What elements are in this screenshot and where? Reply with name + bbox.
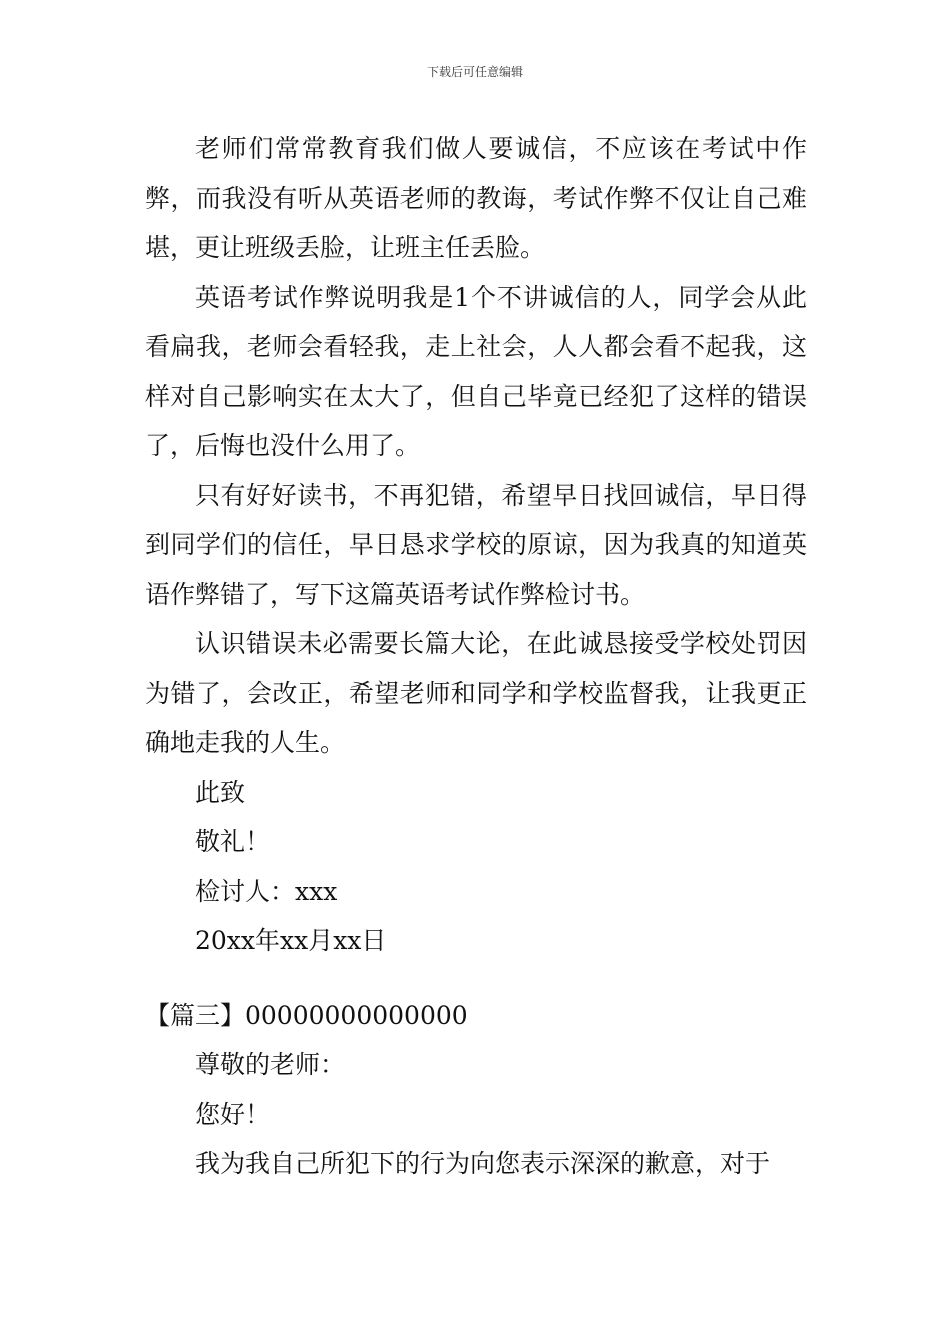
page-header-note: 下载后可任意编辑	[426, 65, 523, 79]
section3-first-line: 我为我自己所犯下的行为向您表示深深的歉意，对于	[195, 1149, 771, 1178]
paragraph-acceptance: 认识错误未必需要长篇大论，在此诚恳接受学校处罚因为错了，会改正，希望老师和同学和学校监督我，让我更正确地走我的人生。	[145, 629, 807, 757]
paragraph-resolution: 只有好好读书，不再犯错，希望早日找回诚信，早日得到同学们的信任，早日恳求学校的原谅，因为我真的知道英语作弊错了，写下这篇英语考试作弊检讨书。	[145, 480, 807, 609]
date-line: 20xx年xx月xx日	[195, 926, 387, 955]
paragraph-integrity: 老师们常常教育我们做人要诚信，不应该在考试中作弊，而我没有听从英语老师的教诲，考试作弊不仅让自己难堪，更让班级丢脸，让班主任丢脸。	[145, 134, 807, 262]
signer-line: 检讨人：xxx	[195, 876, 338, 906]
paragraph-consequences: 英语考试作弊说明我是1个不讲诚信的人，同学会从此看扁我，老师会看轻我，走上社会，人人都会看不起我，这样对自己影响实在太大了，但自己毕竟已经犯了这样的错误了，后悔也没什么用了。	[145, 282, 807, 460]
section-title: 【篇三】00000000000000	[145, 1000, 468, 1030]
document-body	[145, 124, 807, 1189]
salutation-line: 尊敬的老师：	[195, 1050, 346, 1079]
closing-line-1: 此致	[195, 777, 246, 807]
greeting-line: 您好！	[195, 1099, 271, 1129]
closing-line-2: 敬礼！	[195, 827, 271, 856]
